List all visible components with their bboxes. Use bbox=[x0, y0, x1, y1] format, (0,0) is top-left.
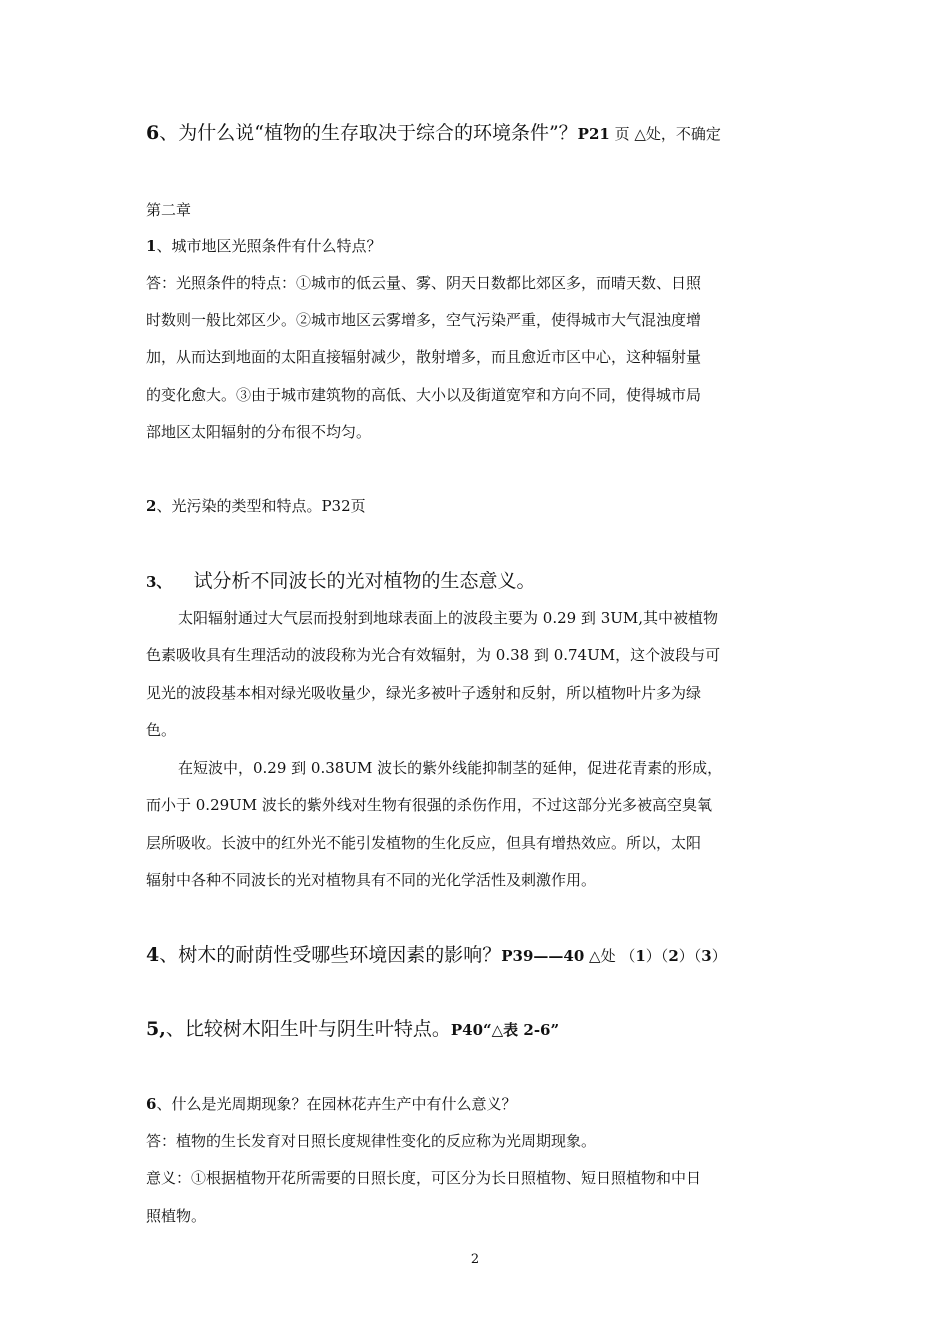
question-number: 3、 bbox=[146, 573, 172, 591]
meaning-line: 意义：①根据植物开花所需要的日照长度，可区分为长日照植物、短日照植物和中日 bbox=[146, 1169, 702, 1187]
question-text: 试分析不同波长的光对植物的生态意义。 bbox=[193, 570, 536, 592]
question-text: 、比较树木阳生叶与阴生叶特点。 bbox=[165, 1018, 451, 1040]
answer-line: 答：光照条件的特点：①城市的低云量、雾、阴天日数都比郊区多，而晴天数、日照 bbox=[146, 274, 702, 292]
question-text: 、光污染的类型和特点。P32页 bbox=[156, 497, 366, 515]
question-number: 4 bbox=[146, 944, 160, 966]
question-5 bbox=[146, 1020, 559, 1039]
item-number: 1 bbox=[635, 947, 646, 965]
chapter-heading: 第二章 bbox=[146, 201, 192, 219]
paragraph-line: 层所吸收。长波中的红外光不能引发植物的生化反应，但具有增热效应。所以，太阳 bbox=[146, 834, 702, 852]
paragraph-line: 太阳辐射通过大气层而投射到地球表面上的波段主要为 0.29 到 3UM,其中被植物 bbox=[178, 609, 719, 627]
paragraph-line: 辐射中各种不同波长的光对植物具有不同的光化学活性及刺激作用。 bbox=[146, 871, 597, 889]
question-1 bbox=[146, 239, 381, 254]
page-reference: P40“△表 2-6” bbox=[450, 1021, 560, 1039]
paragraph-line: 在短波中，0.29 到 0.38UM 波长的紫外线能抑制茎的延伸，促进花青素的形成， bbox=[178, 759, 723, 777]
reference-note: ）（ bbox=[645, 947, 669, 965]
question-text: 、什么是光周期现象？在园林花卉生产中有什么意义？ bbox=[156, 1095, 517, 1113]
question-3 bbox=[146, 572, 535, 591]
page-number: 2 bbox=[470, 1252, 480, 1267]
reference-note: △处 （ bbox=[584, 947, 636, 965]
question-text: 、树木的耐荫性受哪些环境因素的影响？ bbox=[159, 944, 502, 966]
reference-note: ）（ bbox=[678, 947, 702, 965]
item-number: 2 bbox=[668, 947, 679, 965]
question-6 bbox=[146, 1097, 516, 1112]
paragraph-line: 而小于 0.29UM 波长的紫外线对生物有很强的杀伤作用，不过这部分光多被高空臭氧 bbox=[146, 796, 712, 814]
reference-note: ） bbox=[711, 947, 727, 965]
question-number: 1 bbox=[146, 237, 157, 255]
meaning-line: 照植物。 bbox=[146, 1207, 207, 1225]
question-2 bbox=[146, 499, 366, 514]
question-4 bbox=[146, 946, 727, 965]
paragraph-line: 色。 bbox=[146, 721, 177, 739]
reference-note: 页 △处，不确定 bbox=[609, 125, 721, 143]
question-text: 、为什么说“植物的生存取决于综合的环境条件”？ bbox=[159, 122, 578, 144]
answer-line: 时数则一般比郊区少。②城市地区云雾增多，空气污染严重，使得城市大气混浊度增 bbox=[146, 311, 702, 329]
paragraph-line: 色素吸收具有生理活动的波段称为光合有效辐射，为 0.38 到 0.74UM，这个波段与可 bbox=[146, 646, 721, 664]
paragraph-line: 见光的波段基本相对绿光吸收量少，绿光多被叶子透射和反射，所以植物叶片多为绿 bbox=[146, 684, 702, 702]
question-number: 6 bbox=[146, 1095, 157, 1113]
answer-line: 部地区太阳辐射的分布很不均匀。 bbox=[146, 423, 372, 441]
question-text: 、城市地区光照条件有什么特点？ bbox=[156, 237, 382, 255]
question-number: 2 bbox=[146, 497, 157, 515]
answer-line: 的变化愈大。③由于城市建筑物的高低、大小以及街道宽窄和方向不同，使得城市局 bbox=[146, 386, 702, 404]
page-reference: P39——40 bbox=[501, 947, 585, 965]
page-reference: P21 bbox=[577, 125, 610, 143]
item-number: 3 bbox=[701, 947, 712, 965]
answer-line: 加，从而达到地面的太阳直接辐射减少，散射增多，而且愈近市区中心，这种辐射量 bbox=[146, 348, 702, 366]
answer-line: 答：植物的生长发育对日照长度规律性变化的反应称为光周期现象。 bbox=[146, 1132, 597, 1150]
question-6-previous bbox=[146, 124, 721, 143]
question-number: 5, bbox=[146, 1018, 166, 1040]
question-number: 6 bbox=[146, 122, 160, 144]
